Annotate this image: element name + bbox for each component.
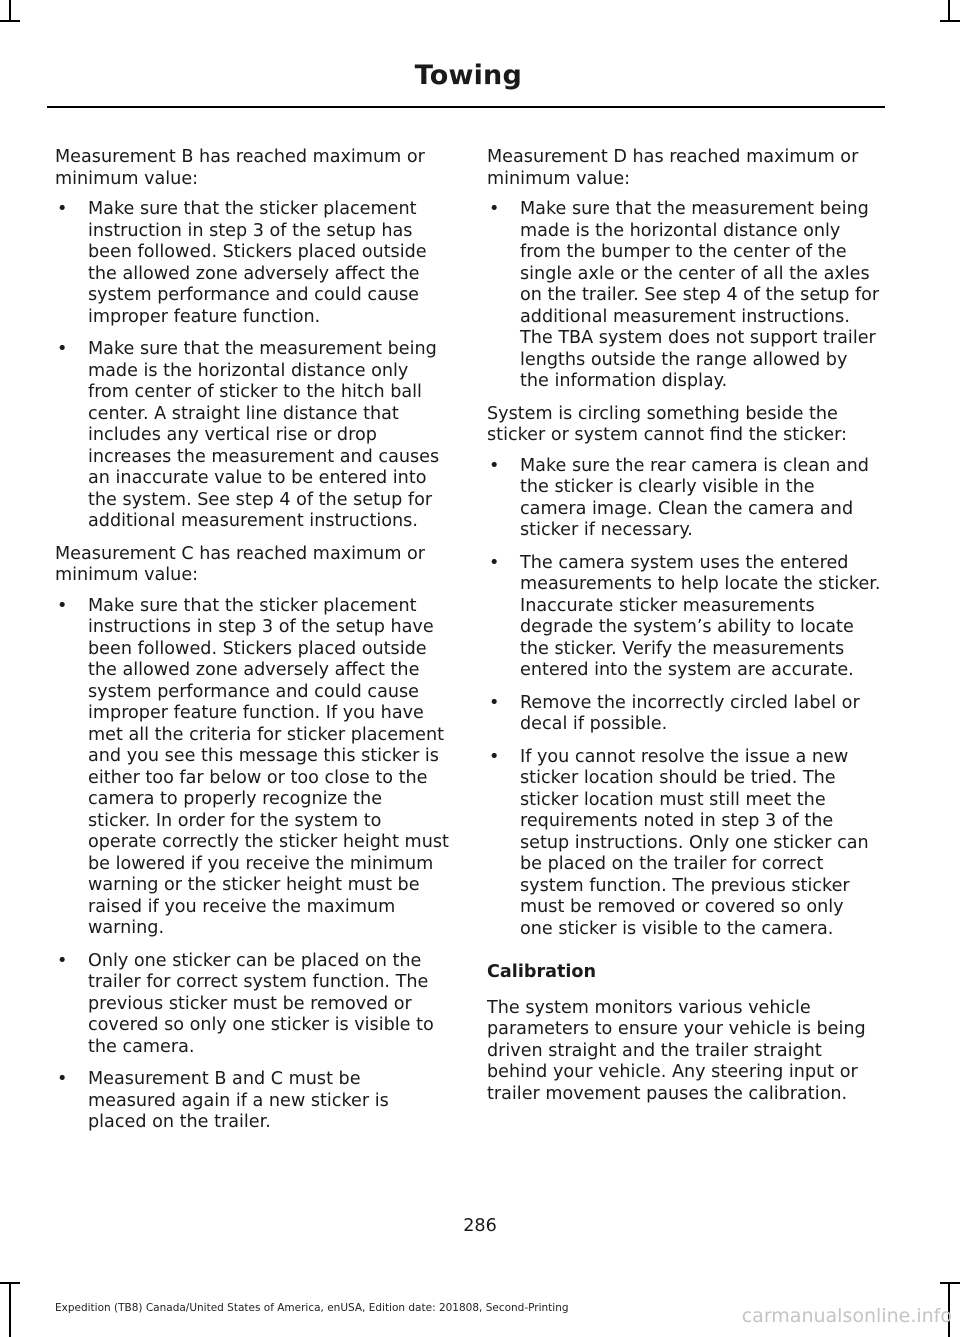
list-item-text: Make sure that the measurement being made is the horizontal distance only from center of sticker to the hitch ball center. A straight line distance that includes any vertical rise or drop increases the measurement and causes an inaccurate value to be entered into the system. See step 4 of the setup for additional measurement instructions. [88,339,440,531]
right-column [487,147,881,1114]
crop-mark-top-left-vertical [9,0,11,22]
bullet-icon: • [57,595,68,616]
bullet-list [55,596,449,1134]
header-rule [47,106,885,108]
list-item [487,456,881,542]
paragraph: Measurement B has reached maximum or minimum value: [55,147,425,189]
bullet-icon: • [489,455,500,476]
crop-mark-bottom-right-horizontal [940,1282,960,1284]
list-item-text: Make sure that the sticker placement instructions in step 3 of the setup have been followed. Stickers placed outside the allowed zone adversely affect the system performance and could cause improper feature function. If you have met all the criteria for sticker placement and you see this message this sticker is either too far below or too close to the camera to properly recognize the sticker. In order for the system to operate correctly the sticker height must be lowered if you receive the minimum warning or the sticker height must be raised if you receive the maximum warning. [88,595,449,938]
list-item [55,199,449,328]
list-item-text: Remove the incorrectly circled label or decal if possible. [520,692,860,734]
list-item [55,951,449,1059]
list-item-text: Make sure the rear camera is clean and the sticker is clearly visible in the camera image. Clean the camera and sticker if necessary. [520,455,869,540]
list-item [55,596,449,940]
crop-mark-top-right-vertical [948,0,950,22]
list-item-text: The camera system uses the entered measurements to help locate the sticker. Inaccurate sticker measurements degrade the system’s ability to locate the sticker. Verify the measurements entered into the system are accurate. [520,552,881,680]
crop-mark-bottom-left-vertical [9,1282,11,1337]
bullet-icon: • [489,199,500,219]
list-item-text: Only one sticker can be placed on the trailer for correct system function. The previous sticker must be removed or covered so only one sticker is visible to the camera. [88,950,434,1057]
left-column [55,147,449,1145]
bullet-icon: • [489,552,500,573]
bullet-list [487,199,881,393]
page-title: Towing [414,60,522,91]
page-number: 286 [463,1216,497,1236]
paragraph: System is circling something beside the sticker or system cannot find the sticker: [487,403,847,445]
list-item-text: Measurement B and C must be measured again if a new sticker is placed on the trailer. [88,1069,389,1132]
list-item [487,747,881,941]
bullet-icon: • [57,339,68,359]
bullet-icon: • [489,692,500,713]
paragraph: Measurement C has reached maximum or minimum value: [55,543,426,585]
paragraph: The system monitors various vehicle parameters to ensure your vehicle is being driven straight and the trailer straight behind your vehicle. Any steering input or trailer movement pauses the calibration. [487,997,866,1104]
list-item [487,553,881,682]
watermark: carmanualsonline.info [741,1305,952,1327]
bullet-icon: • [489,746,500,767]
list-item-text: If you cannot resolve the issue a new sticker location should be tried. The sticker location must still meet the requirements noted in step 3 of the setup instructions. Only one sticker can be placed on the trailer for correct system function. The previous sticker must be removed or covered so only one sticker is visible to the camera. [520,746,869,939]
bullet-icon: • [57,1069,68,1089]
section-heading: Calibration [487,962,597,982]
list-item [487,693,881,736]
list-item-text: Make sure that the measurement being made is the horizontal distance only from the bumper to the center of the single axle or the center of all the axles on the trailer. See step 4 of the setup for additional measurement instructions. The TBA system does not support trailer lengths outside the range allowed by the information display. [520,199,880,391]
crop-mark-top-right-horizontal [940,20,960,22]
list-item [55,339,449,533]
paragraph: Measurement D has reached maximum or minimum value: [487,147,859,189]
list-item [55,1069,449,1134]
crop-mark-bottom-left-horizontal [0,1282,20,1284]
list-item [487,199,881,393]
bullet-list [55,199,449,533]
bullet-list [487,456,881,941]
bullet-icon: • [57,950,68,971]
list-item-text: Make sure that the sticker placement instruction in step 3 of the setup has been followed. Stickers placed outside the allowed zone adversely affect the system performance and could cause improper feature function. [88,199,427,327]
bullet-icon: • [57,199,68,219]
crop-mark-top-left-horizontal [0,20,20,22]
footer-edition-text: Expedition (TB8) Canada/United States of America, enUSA, Edition date: 201808, Second-Printing [55,1302,569,1314]
